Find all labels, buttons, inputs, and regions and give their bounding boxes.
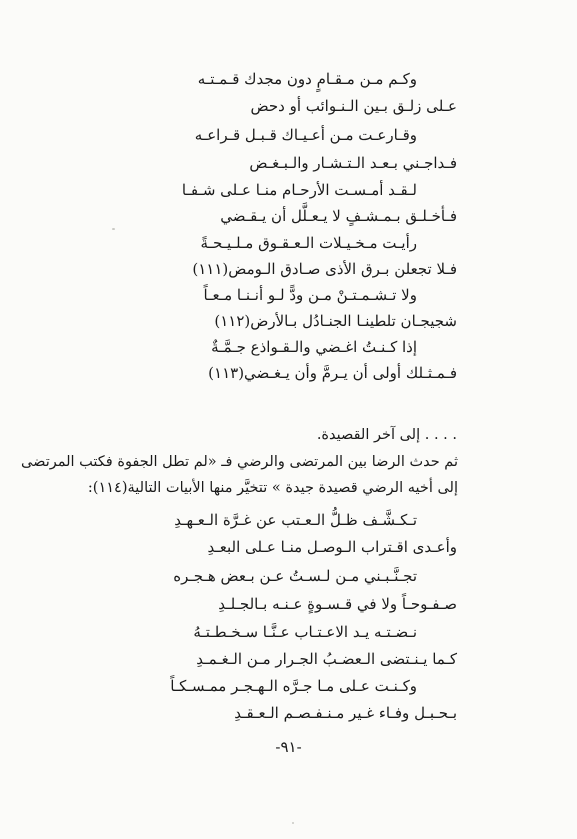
page-number: -٩١- [275, 738, 302, 756]
verse-line: صـفـوحـاً ولا في قـسـوةٍ عـنـه بـالجـلـدِ [218, 595, 457, 613]
verse-line: وكـنـت عـلى مـا جـرَّه الـهـجـر ممـسـكـاً [170, 677, 417, 695]
verse-line: كـما يـنـتضى الـعضـبُ الجـرار مـن الـغـمـدِ [196, 650, 457, 668]
verse-line: رأيـت مـخـيـلات الـعـقـوق مـلـيـحـةً [200, 234, 417, 252]
verse-line: وقـارعـت مـن أعـيـاك قـبـل قـراعـه [194, 126, 417, 144]
verse-line: بـحـبـل وفـاء غـير مـنـفـصـم الـعـقـدِ [234, 704, 457, 722]
verse-line: فـمـثـلك أولى أن يـرمَّ وأن يـغـضي(١١٣) [208, 364, 457, 382]
verse-line: فـلا تجعلن بـرق الأذى صـادق الـومض(١١١) [192, 260, 457, 278]
verse-line: تجـنَّـبـني مـن لـسـتُ عـن بـعض هـجـره [173, 567, 417, 585]
verse-line: إذا كـنـتُ اغـضي والـقـواذع جـمَّـةٌ [211, 338, 417, 356]
verse-line: وأعـدى اقـتراب الـوصـل منـا عـلى البعـدِ [207, 538, 457, 556]
verse-line: شجيجـان تلطينـا الجنـادُل بـالأرض(١١٢) [214, 312, 457, 330]
verse-line: تـكـشَّـف ظـلُّ الـعـتب عن غـرَّة الـعـهـدِ [174, 511, 417, 529]
prose-line: ثم حدث الرضا بين المرتضى والرضي فـ «لم تطل الجفوة فكتب المرتضى [21, 454, 458, 470]
verse-line: فـأخـلـق بـمـشـفٍ لا يـعـلَّل أن يـقـضي [220, 207, 457, 225]
scan-speck [112, 228, 115, 230]
prose-line: إلى أخيه الرضي قصيدة جيدة » تتخيَّر منها الأبيات التالية(١١٤): [87, 480, 458, 496]
verse-line: لـقـد أمـسـت الأرحـام منـا عـلى شـفـا [181, 181, 417, 199]
ellipsis-line: . . . . إلى آخر القصيدة. [316, 427, 457, 443]
verse-line: فـداجـني بـعـد الـتـشـار والـبـغـض [249, 154, 457, 172]
verse-line: وكـم مـن مـقـامٍ دون مجدك قـمـتـه [197, 70, 417, 88]
verse-line: عـلى زلـق بـين الـنـوائب أو دحض [250, 97, 457, 115]
scan-speck [292, 822, 294, 824]
verse-line: نـضـتـه يـد الاعـتـاب عـنَّـا سـخـطـتـهُ [193, 623, 417, 641]
verse-line: ولا تـشـمـتـنْ مـن ودًّ لـو أنـنـا مـعـاً [203, 286, 417, 304]
